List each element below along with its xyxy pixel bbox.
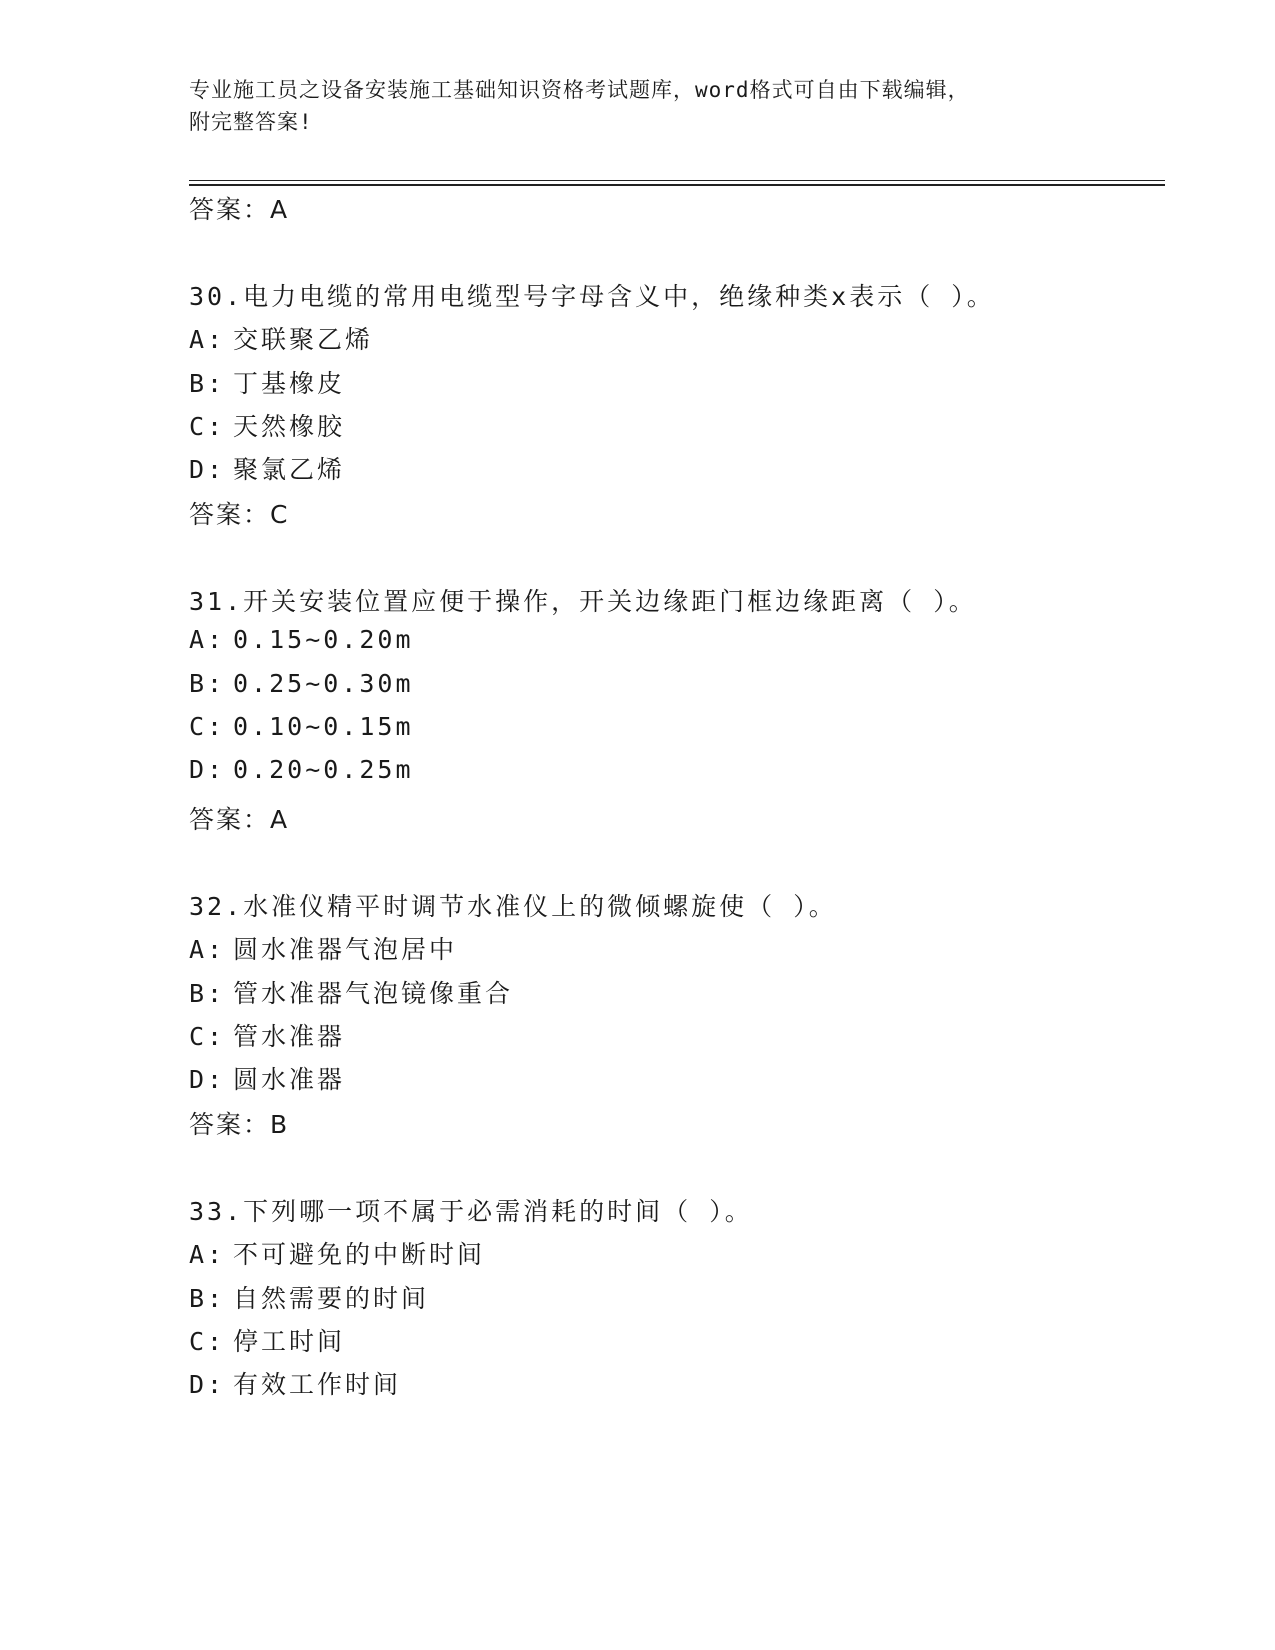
question-31-answer: 答案：A [189,805,290,834]
question-33-option-a [189,1235,485,1271]
option-letter: A: [189,935,226,964]
previous-answer: 答案：A [189,195,290,224]
option-text: 0.20~0.25m [233,755,414,784]
question-32-answer: 答案：B [189,1110,290,1139]
question-33-option-b [189,1279,429,1315]
option-letter: A: [189,625,226,654]
option-letter: D: [189,1370,226,1399]
question-30-option-c [189,407,345,443]
option-letter: B: [189,669,226,698]
option-text: 0.15~0.20m [233,625,414,654]
question-32-option-c [189,1017,345,1053]
question-31-option-d [189,755,414,784]
option-letter: C: [189,1327,226,1356]
header-divider-thin [189,180,1165,181]
question-33-option-c [189,1322,345,1358]
option-letter: A: [189,1240,226,1269]
option-text: 停工时间 [233,1327,346,1356]
option-text: 有效工作时间 [233,1370,402,1399]
document-header [189,74,1089,138]
question-33-option-d [189,1365,401,1401]
question-30-stem: 30.电力电缆的常用电缆型号字母含义中，绝缘种类x表示（ ）。 [189,282,995,311]
option-text: 丁基橡皮 [233,369,346,398]
option-text: 0.10~0.15m [233,712,414,741]
option-text: 管水准器气泡镜像重合 [233,979,514,1008]
option-text: 管水准器 [233,1022,346,1051]
option-text: 0.25~0.30m [233,669,414,698]
question-30-option-d [189,450,345,486]
question-31-option-b [189,669,414,698]
question-31-stem: 31.开关安装位置应便于操作，开关边缘距门框边缘距离（ ）。 [189,587,977,616]
option-text: 圆水准器气泡居中 [233,935,458,964]
option-text: 自然需要的时间 [233,1284,430,1313]
option-text: 天然橡胶 [233,412,346,441]
option-letter: C: [189,1022,226,1051]
option-letter: C: [189,712,226,741]
header-line-1: 专业施工员之设备安装施工基础知识资格考试题库，word格式可自由下载编辑， [189,78,970,102]
option-letter: C: [189,412,226,441]
question-32-stem: 32.水准仪精平时调节水准仪上的微倾螺旋使（ ）。 [189,892,837,921]
question-32-option-b [189,974,513,1010]
header-line-2: 附完整答案! [189,110,313,134]
question-33-stem: 33.下列哪一项不属于必需消耗的时间（ ）。 [189,1197,753,1226]
option-text: 圆水准器 [233,1065,346,1094]
question-31-option-c [189,712,414,741]
question-31-option-a [189,625,414,654]
question-30-option-a [189,320,373,356]
option-letter: B: [189,1284,226,1313]
option-text: 不可避免的中断时间 [233,1240,486,1269]
question-32-option-a [189,930,457,966]
option-letter: D: [189,455,226,484]
option-letter: B: [189,369,226,398]
header-divider-thick [189,184,1165,186]
option-letter: B: [189,979,226,1008]
option-text: 聚氯乙烯 [233,455,346,484]
question-30-option-b [189,364,345,400]
option-letter: D: [189,1065,226,1094]
option-text: 交联聚乙烯 [233,325,374,354]
question-32-option-d [189,1060,345,1096]
question-30-answer: 答案：C [189,500,290,529]
option-letter: A: [189,325,226,354]
option-letter: D: [189,755,226,784]
